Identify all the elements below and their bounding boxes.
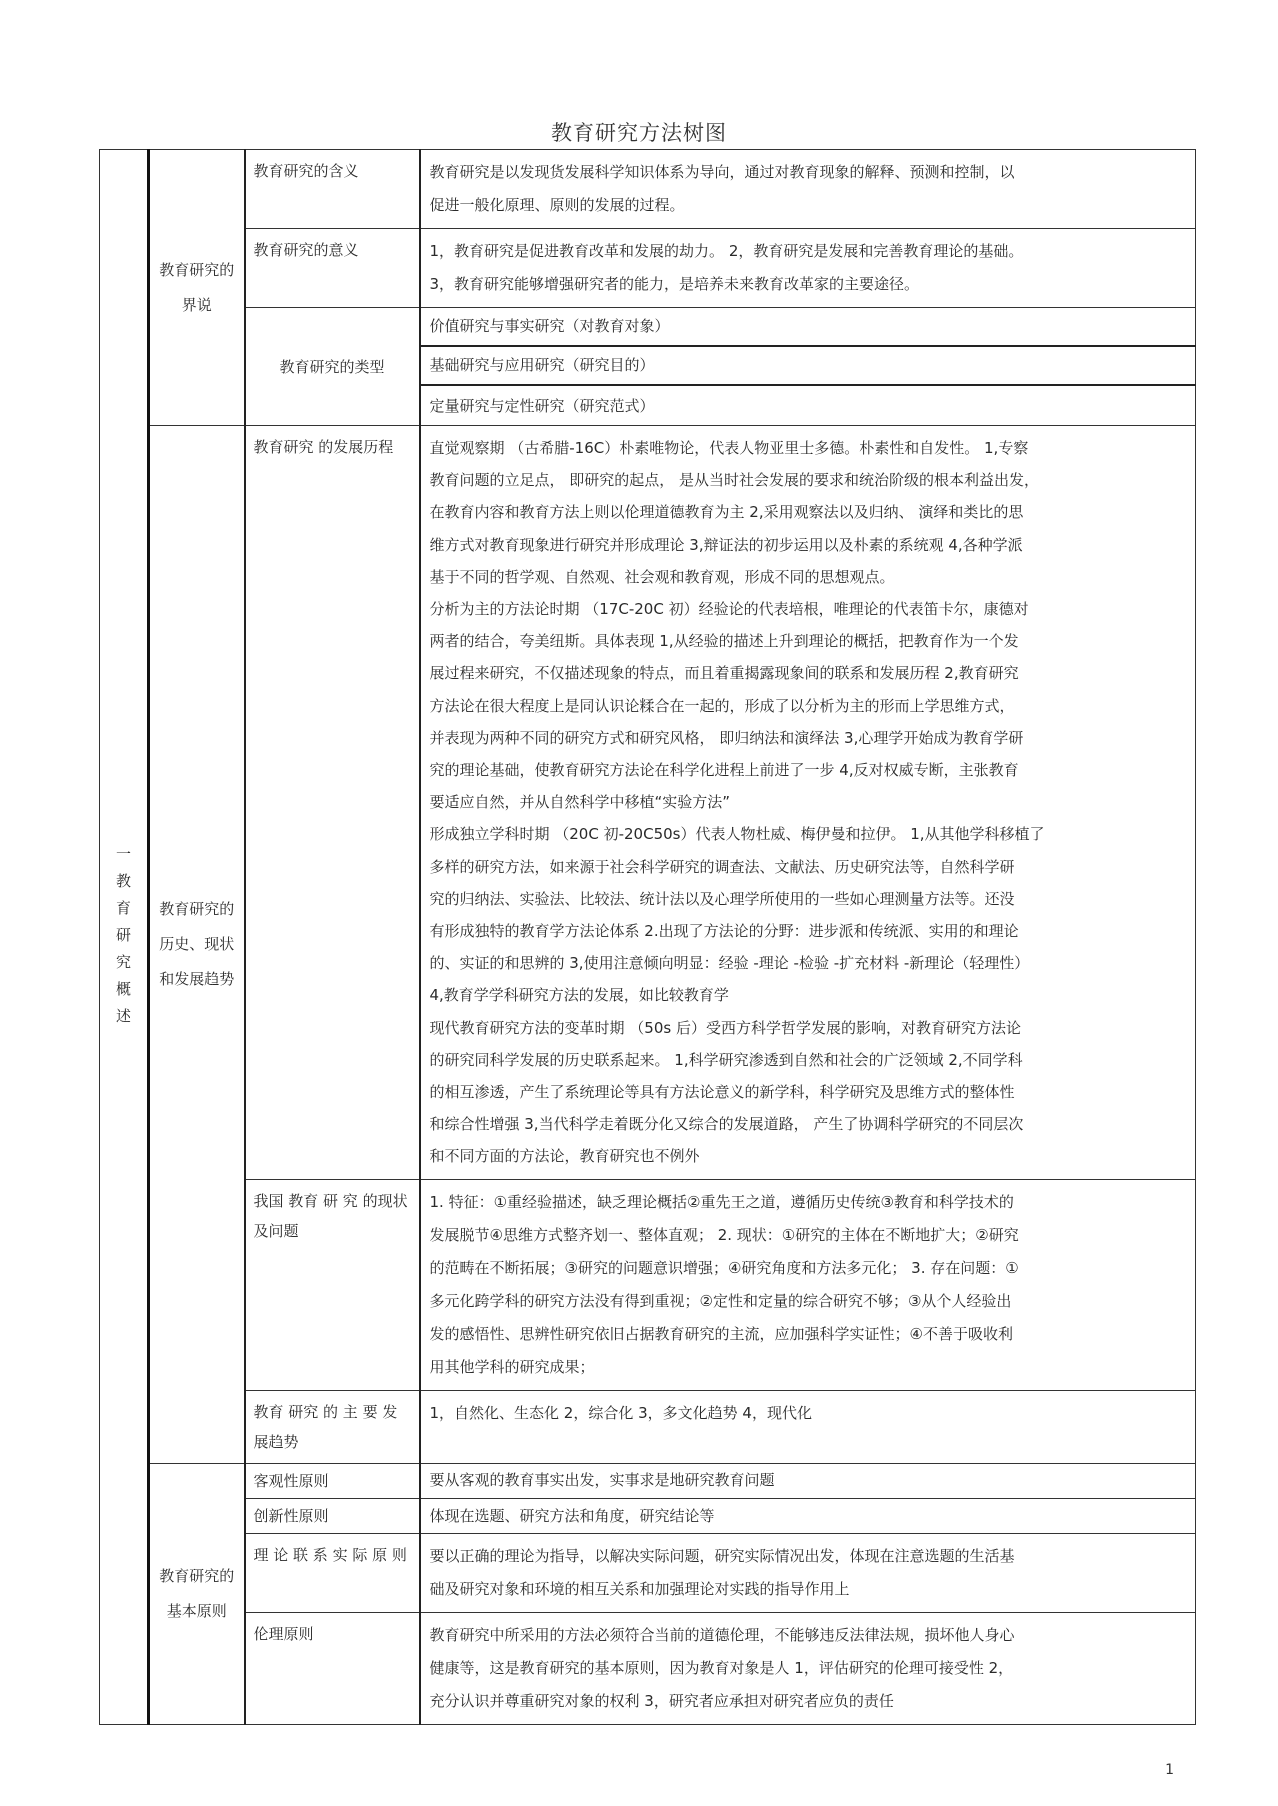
row-types-1 <box>100 308 1196 347</box>
section-principles-label: 教育研究的基本原则 <box>149 1463 245 1724</box>
ethics-text <box>420 1612 1196 1724</box>
text-line: 究的理论基础，使教育研究方法论在科学化进程上前进了一步 4,反对权威专断，主张教育 <box>429 761 1019 780</box>
level1-label: 一 教 育 研 究 概 述 <box>115 844 131 1025</box>
row-significance <box>100 229 1196 308</box>
text-line: 并表现为两种不同的研究方式和研究风格， 即归纳法和演绎法 3,心理学开始成为教育学研 <box>429 728 1024 747</box>
text-line: 方法论在很大程度上是同认识论糅合在一起的，形成了以分析为主的形而上学思维方式， <box>429 696 1015 715</box>
type-item: 定量研究与定性研究（研究范式） <box>420 385 1196 426</box>
text-line: 教育研究中所采用的方法必须符合当前的道德伦理，不能够违反法律法规，损坏他人身心 <box>429 1625 1015 1644</box>
type-item: 价值研究与事实研究（对教育对象） <box>420 308 1196 347</box>
meaning-text <box>420 150 1196 229</box>
text-line: 1，教育研究是促进教育改革和发展的劫力。 2，教育研究是发展和完善教育理论的基础。 <box>429 242 1024 260</box>
ethics-label: 伦理原则 <box>245 1612 420 1724</box>
meaning-label: 教育研究的含义 <box>245 150 420 229</box>
row-theory-practice <box>100 1533 1196 1612</box>
text-line: 发展脱节④思维方式整齐划一、整体直观； 2. 现状：①研究的主体在不断地扩大；②研究 <box>429 1225 1019 1244</box>
section-history-label: 教育研究的历史、现状和发展趋势 <box>149 426 245 1464</box>
row-ethics <box>100 1612 1196 1724</box>
page-number: 1 <box>1165 1762 1174 1778</box>
text-line: 要以正确的理论为指导，以解决实际问题，研究实际情况出发，体现在注意选题的生活基 <box>429 1546 1015 1565</box>
text-line: 的相互渗透，产生了系统理论等具有方法论意义的新学科，科学研究及思维方式的整体性 <box>429 1083 1015 1102</box>
text-line: 要适应自然，并从自然科学中移植“实验方法” <box>429 793 731 812</box>
row-meaning <box>100 150 1196 229</box>
text-line: 础及研究对象和环境的相互关系和加强理论对实践的指导作用上 <box>429 1579 850 1598</box>
row-development <box>100 426 1196 1180</box>
text-line: 4,教育学学科研究方法的发展，如比较教育学 <box>429 986 729 1005</box>
text-line: 在教育内容和教育方法上则以伦理道德教育为主 2,采用观察法以及归纳、 演绎和类比的思 <box>429 503 1024 522</box>
row-innovation <box>100 1498 1196 1533</box>
text-line: 分析为主的方法论时期 （17C-20C 初）经验论的代表培根，唯理论的代表笛卡尔，康德对 <box>429 600 1029 619</box>
development-text <box>420 426 1196 1180</box>
objectivity-text: 要从客观的教育事实出发，实事求是地研究教育问题 <box>420 1463 1196 1498</box>
text-line: 发的感悟性、思辨性研究依旧占据教育研究的主流，应加强科学实证性；④不善于吸收利 <box>429 1324 1013 1343</box>
text-line: 基于不同的哲学观、自然观、社会观和教育观，形成不同的思想观点。 <box>429 567 895 586</box>
page-title: 教育研究方法树图 <box>551 121 727 145</box>
text-line: 教育研究是以发现货发展科学知识体系为导向，通过对教育现象的解释、预测和控制，以 <box>429 163 1015 181</box>
objectivity-label: 客观性原则 <box>245 1463 420 1498</box>
method-tree-table <box>99 149 1196 1725</box>
text-line: 的、实证的和思辨的 3,使用注意倾向明显：经验 -理论 -检验 -扩充材料 -新理论（轻理性） <box>429 954 1030 973</box>
text-line: 促进一般化原理、原则的发展的过程。 <box>429 196 685 214</box>
text-line: 多样的研究方法，如来源于社会科学研究的调查法、文献法、历史研究法等，自然科学研 <box>429 857 1015 876</box>
text-line: 维方式对教育现象进行研究并形成理论 3,辩证法的初步运用以及朴素的系统观 4,各种学派 <box>429 535 1023 554</box>
text-line: 用其他学科的研究成果； <box>429 1357 595 1376</box>
row-objectivity <box>100 1463 1196 1498</box>
text-line: 1. 特征：①重经验描述，缺乏理论概括②重先王之道，遵循历史传统③教育和科学技术的 <box>429 1192 1014 1211</box>
text-line: 多元化跨学科的研究方法没有得到重视；②定性和定量的综合研究不够；③从个人经验出 <box>429 1291 1012 1310</box>
trends-text: 1，自然化、生态化 2，综合化 3，多文化趋势 4，现代化 <box>420 1390 1196 1463</box>
section-definition-label: 教育研究的界说 <box>149 150 245 426</box>
trends-label: 教育 研究 的 主 要 发展趋势 <box>245 1390 420 1463</box>
text-line: 健康等，这是教育研究的基本原则，因为教育对象是人 1，评估研究的伦理可接受性 2， <box>429 1658 1014 1677</box>
text-line: 有形成独特的教育学方法论体系 2.出现了方法论的分野：进步派和传统派、实用的和理论 <box>429 922 1019 941</box>
text-line: 直觉观察期 （古希腊-16C）朴素唯物论，代表人物亚里士多德。朴素性和自发性。 1,专察 <box>429 439 1029 457</box>
level1-cell <box>100 150 149 1725</box>
text-line: 3，教育研究能够增强研究者的能力，是培养未来教育改革家的主要途径。 <box>429 275 920 293</box>
significance-text <box>420 229 1196 308</box>
text-line: 展过程来研究，不仅描述现象的特点，而且着重揭露现象间的联系和发展历程 2,教育研究 <box>429 664 1019 683</box>
innovation-label: 创新性原则 <box>245 1498 420 1533</box>
significance-label: 教育研究的意义 <box>245 229 420 308</box>
text-line: 两者的结合，夸美纽斯。具体表现 1,从经验的描述上升到理论的概括，把教育作为一个发 <box>429 632 1019 651</box>
text-line: 现代教育研究方法的变革时期 （50s 后）受西方科学哲学发展的影响，对教育研究方法论 <box>429 1018 1021 1037</box>
text-line: 和综合性增强 3,当代科学走着既分化又综合的发展道路， 产生了协调科学研究的不同层次 <box>429 1115 1024 1134</box>
text-line: 和不同方面的方法论，教育研究也不例外 <box>429 1147 700 1166</box>
status-label: 我国 教育 研 究 的现状及问题 <box>245 1179 420 1390</box>
theory-practice-text <box>420 1533 1196 1612</box>
type-item: 基础研究与应用研究（研究目的） <box>420 346 1196 385</box>
text-line: 的范畴在不断拓展；③研究的问题意识增强；④研究角度和方法多元化； 3. 存在问题：① <box>429 1258 1019 1277</box>
text-line: 充分认识并尊重研究对象的权利 3，研究者应承担对研究者应负的责任 <box>429 1691 894 1710</box>
row-status <box>100 1179 1196 1390</box>
theory-practice-label: 理 论 联 系 实 际 原 则 <box>245 1533 420 1612</box>
text-line: 形成独立学科时期 （20C 初-20C50s）代表人物杜威、梅伊曼和拉伊。 1,从其他学科移植了 <box>429 825 1045 844</box>
text-line: 的研究同科学发展的历史联系起来。 1,科学研究渗透到自然和社会的广泛领域 2,不同学科 <box>429 1050 1023 1069</box>
text-line: 教育问题的立足点， 即研究的起点， 是从当时社会发展的要求和统治阶级的根本利益出发， <box>429 471 1040 490</box>
development-label: 教育研究 的发展历程 <box>245 426 420 1180</box>
text-line: 究的归纳法、实验法、比较法、统计法以及心理学所使用的一些如心理测量方法等。还没 <box>429 889 1015 908</box>
innovation-text: 体现在选题、研究方法和角度，研究结论等 <box>420 1498 1196 1533</box>
types-label: 教育研究的类型 <box>245 308 420 426</box>
row-trends <box>100 1390 1196 1463</box>
status-text <box>420 1179 1196 1390</box>
